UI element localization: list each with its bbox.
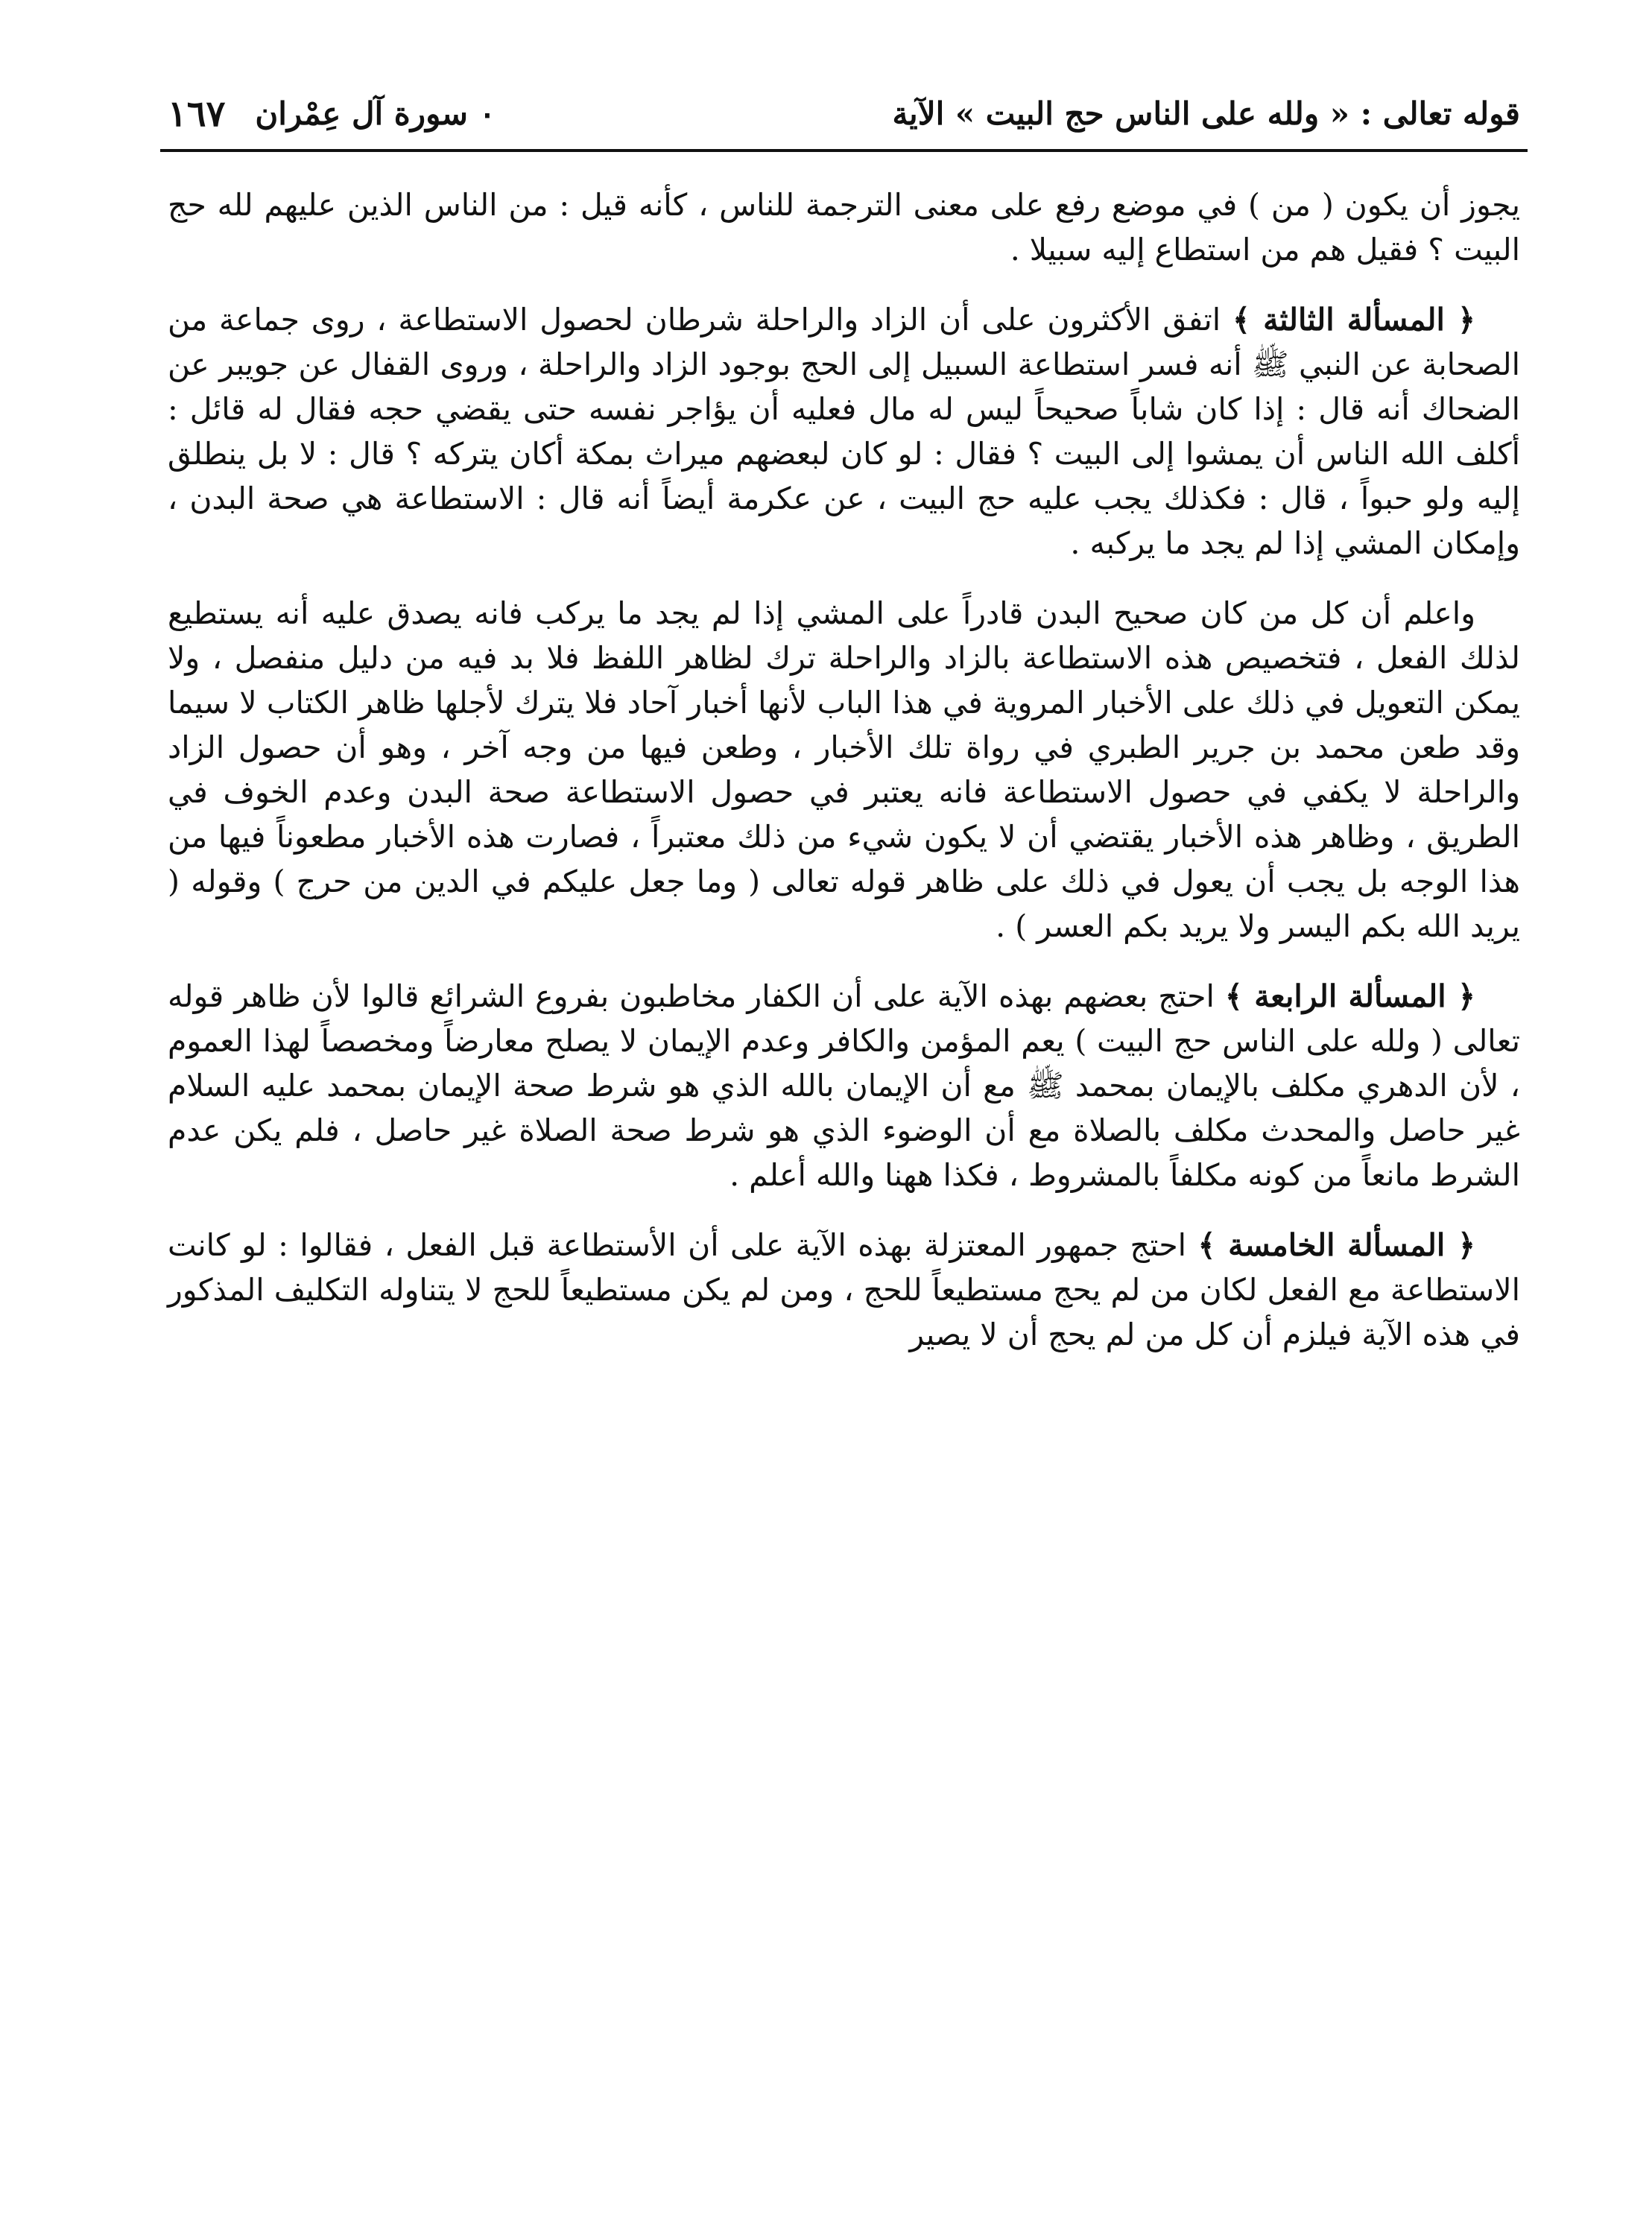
paragraph-text: يجوز أن يكون ( من ) في موضع رفع على معنى الترجمة للناس ، كأنه قيل : من الناس الذين عليهم لله حج البيت ؟ فقيل هم من استطاع إليه سبيلا . xyxy=(168,187,1520,268)
running-head-title: قوله تعالى : « ولله على الناس حج البيت » الآية xyxy=(892,95,1520,132)
paragraph-masala-3 xyxy=(168,297,1520,566)
paragraph-masala-4 xyxy=(168,974,1520,1197)
paragraph-1 xyxy=(168,183,1520,272)
masala-heading-label: المسألة الرابعة xyxy=(1254,978,1446,1014)
page-number: ١٦٧ xyxy=(168,92,226,135)
ornament-open: ﴿ xyxy=(1457,978,1475,1014)
masala-heading xyxy=(1232,302,1475,338)
ornament-open: ﴿ xyxy=(1457,302,1475,338)
masala-heading-label: المسألة الخامسة xyxy=(1228,1227,1446,1263)
ornament-close: ﴾ xyxy=(1232,302,1251,338)
ornament-open: ﴿ xyxy=(1457,1227,1475,1263)
paragraph-3 xyxy=(168,591,1520,949)
paragraph-text: اتفق الأكثرون على أن الزاد والراحلة شرطان لحصول الاستطاعة ، روى جماعة من الصحابة عن النبي ﷺ أنه فسر استطاعة السبيل إلى الحج بوجود الزاد والراحلة ، وروى القفال عن جويبر عن الضحاك أنه قال : إذا كان شاباً صحيحاً ليس له مال فعليه أن يؤاجر نفسه حتى يقضي حجه فقال له قائل : أكلف الله الناس أن يمشوا إلى البيت ؟ فقال : لو كان لبعضهم ميراث بمكة أكان يتركه ؟ قال : لا بل ينطلق إليه ولو حبواً ، قال : فكذلك يجب عليه حج البيت ، عن عكرمة أيضاً أنه قال : الاستطاعة هي صحة البدن ، وإمكان المشي إذا لم يجد ما يركبه . xyxy=(168,302,1520,561)
body-text xyxy=(168,183,1520,1382)
paragraph-text: واعلم أن كل من كان صحيح البدن قادراً على المشي إذا لم يجد ما يركب فانه يصدق عليه أنه يستطيع لذلك الفعل ، فتخصيص هذه الاستطاعة بالزاد والراحلة ترك لظاهر اللفظ فلا بد فيه من دليل منفصل ، ولا يمكن التعويل في ذلك على الأخبار المروية في هذا الباب لأنها أخبار آحاد فلا يترك لأجلها ظاهر الكتاب لا سيما وقد طعن محمد بن جرير الطبري في رواة تلك الأخبار ، وطعن فيها من وجه آخر ، وهو أن حصول الزاد والراحلة لا يكفي في حصول الاستطاعة فانه يعتبر في حصول الاستطاعة صحة البدن وعدم الخوف في الطريق ، وظاهر هذه الأخبار يقتضي أن لا يكون شيء من ذلك معتبراً ، فصارت هذه الأخبار مطعوناً فيها من هذا الوجه بل يجب أن يعول في ذلك على ظاهر قوله تعالى ( وما جعل عليكم في الدين من حرج ) وقوله ( يريد الله بكم اليسر ولا يريد بكم العسر ) . xyxy=(168,595,1520,944)
paragraph-masala-5 xyxy=(168,1223,1520,1357)
header-rule xyxy=(160,149,1528,152)
ornament-close: ﴾ xyxy=(1197,1227,1216,1263)
paragraph-text: احتج جمهور المعتزلة بهذه الآية على أن الأستطاعة قبل الفعل ، فقالوا : لو كانت الاستطاعة مع الفعل لكان من لم يحج مستطيعاً للحج ، ومن لم يكن مستطيعاً للحج لا يتناوله التكليف المذكور في هذه الآية فيلزم أن كل من لم يحج أن لا يصير xyxy=(168,1227,1520,1352)
masala-heading-label: المسألة الثالثة xyxy=(1263,302,1445,338)
masala-heading xyxy=(1225,978,1475,1014)
running-head-left-group xyxy=(168,93,496,135)
running-head xyxy=(168,82,1520,145)
masala-heading xyxy=(1197,1227,1475,1263)
surah-name: ٠ سورة آل عِمْران xyxy=(255,95,496,132)
paragraph-text: احتج بعضهم بهذه الآية على أن الكفار مخاطبون بفروع الشرائع قالوا لأن ظاهر قوله تعالى ( ولله على الناس حج البيت ) يعم المؤمن والكافر وعدم الإيمان لا يصلح معارضاً ومخصصاً لهذا العموم ، لأن الدهري مكلف بالإيمان بمحمد ﷺ مع أن الإيمان بالله الذي هو شرط صحة الإيمان بمحمد عليه السلام غير حاصل والمحدث مكلف بالصلاة مع أن الوضوء الذي هو شرط صحة الصلاة غير حاصل ، فلم يكن عدم الشرط مانعاً من كونه مكلفاً بالمشروط ، فكذا ههنا والله أعلم . xyxy=(168,978,1520,1193)
ornament-close: ﴾ xyxy=(1224,978,1243,1014)
